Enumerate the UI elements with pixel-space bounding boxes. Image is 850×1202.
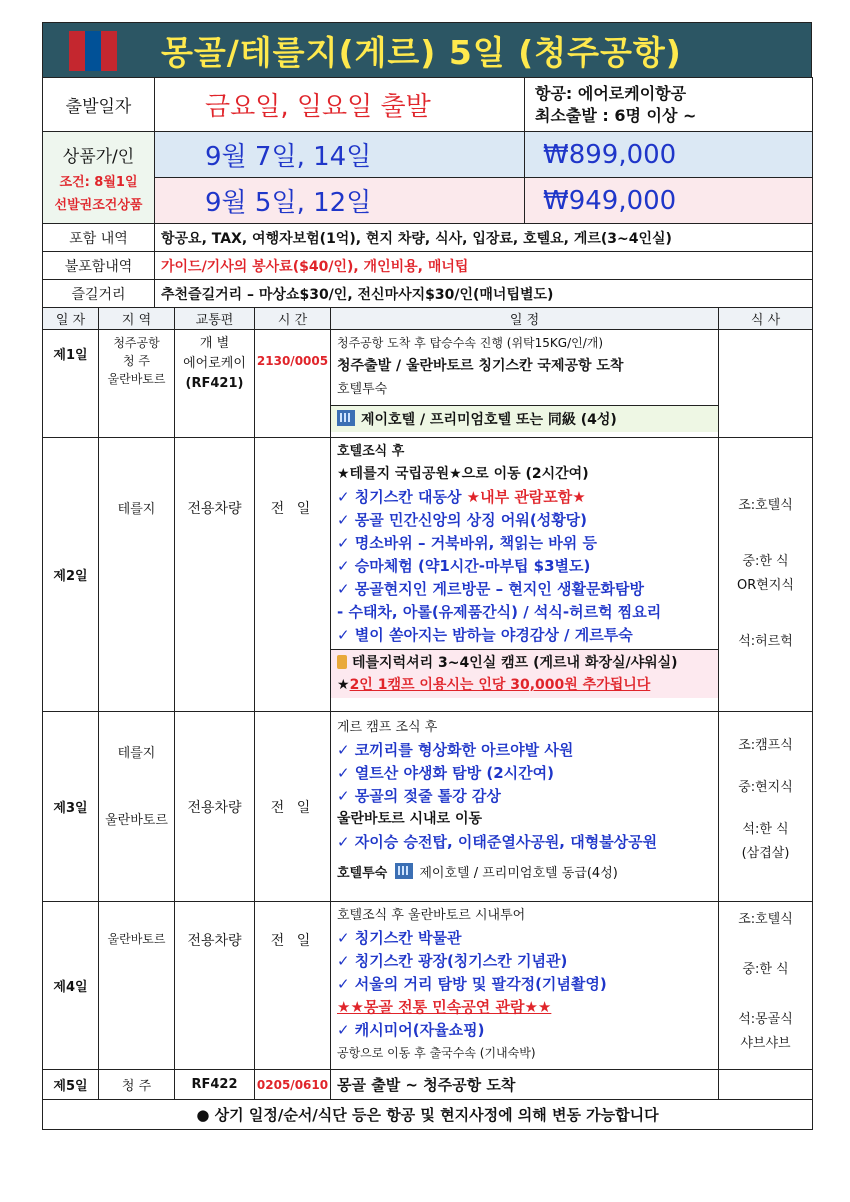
- day-row-2: 제2일 테를지 전용차량 전 일 호텔조식 후 ★테를지 국립공원★으로 이동 (2시간여) ✓ 칭기스칸 대동상 ★내부 관람포함★ ✓ 몽골 민간신앙의 상징 어워(성황당) ✓ 명소바위 – 거북바위, 책읽는 바위 등 ✓ 승마체험 (약1시간-마부팁 $3별도) ✓ 몽골현지인 게르방문 – 현지인 생활문화탐방 - 수태차, 아롤(유제품간식) / 석식-허르헉 찜요리 ✓ 별이 쏟아지는 밤하늘 야경감상 / 게르투숙 테를지럭셔리 3~4인실 캠프 (게르내 화장실/샤워실) ★2인 1캠프 이용시는 인당 30,000원 추가됩니다 조:호텔식 중:한 식 OR현지식 석:허르헉: [43, 438, 813, 712]
- schedule-table: [42, 307, 813, 1130]
- footer-row: [43, 1100, 813, 1130]
- building-icon: [395, 863, 413, 879]
- col-schedule: 일 정: [331, 308, 719, 330]
- day-row-1: 제1일 청주공항 청 주 울란바토르 개 별 에어로케이 (RF421) 2130/0005 청주공항 도착 후 탑승수속 진행 (위탁15KG/인/개) 청주출발 / 울란바토르 칭기스칸 국제공항 도착 호텔투숙 제이호텔 / 프리미엄호텔 또는 同級 (4성): [43, 330, 813, 438]
- building-icon: [337, 410, 355, 426]
- fun-label: 즐길거리: [43, 280, 155, 308]
- title-banner: [42, 22, 812, 78]
- price-value-1: ₩899,000: [525, 132, 813, 178]
- col-transport: 교통편: [175, 308, 255, 330]
- mongolia-flag-icon: [69, 31, 117, 71]
- price-value-2: ₩949,000: [525, 178, 813, 224]
- excl-value: 가이드/기사의 봉사료($40/인), 개인비용, 매너팁: [155, 252, 813, 280]
- camp-box-day2: 테를지럭셔리 3~4인실 캠프 (게르내 화장실/샤워실) ★2인 1캠프 이용시는 인당 30,000원 추가됩니다: [331, 649, 718, 698]
- day-row-3: 제3일 테를지 울란바토르 전용차량 전 일 게르 캠프 조식 후 ✓ 코끼리를 형상화한 아르야발 사원 ✓ 열트산 야생화 탐방 (2시간여) ✓ 몽골의 젖줄 톨강 감상 울란바토르 시내로 이동 ✓ 자이승 승전탑, 이태준열사공원, 대형불상공원 호텔투숙 제이호텔 / 프리미엄호텔 동급(4성) 조:캠프식 중:현지식 석:한 식 (삼겹살): [43, 712, 813, 902]
- info-table: [42, 77, 813, 224]
- fun-value: 추천즐길거리 – 마상쇼$30/인, 전신마사지$30/인(매너팁별도): [155, 280, 813, 308]
- day-row-4: 제4일 울란바토르 전용차량 전 일 호텔조식 후 울란바토르 시내투어 ✓ 칭기스칸 박물관 ✓ 칭기스칸 광장(칭기스칸 기념관) ✓ 서울의 거리 탐방 및 팔각정(기념촬영) ★★몽골 전통 민속공연 관람★★ ✓ 캐시미어(자율쇼핑) 공항으로 이동 후 출국수속 (기내숙박) 조:호텔식 중:한 식 석:몽골식 샤브샤브: [43, 902, 813, 1070]
- col-meal: 식 사: [719, 308, 813, 330]
- price-dates-1: 9월 7일, 14일: [155, 132, 525, 178]
- col-time: 시 간: [255, 308, 331, 330]
- hotel-box-day1: 제이호텔 / 프리미엄호텔 또는 同級 (4성): [331, 405, 718, 432]
- page-title: 몽골/테를지(게르) 5일 (청주공항): [161, 33, 682, 72]
- col-region: 지 역: [99, 308, 175, 330]
- airline-info: 항공: 에어로케이항공 최소출발 : 6명 이상 ~: [525, 78, 813, 132]
- price-dates-2: 9월 5일, 12일: [155, 178, 525, 224]
- incl-label: 포함 내역: [43, 224, 155, 252]
- day-row-5: 제5일 청 주 RF422 0205/0610 몽골 출발 ~ 청주공항 도착: [43, 1070, 813, 1100]
- price-label: 상품가/인 조건: 8월1일 선발권조건상품: [43, 132, 155, 224]
- itinerary-page: [42, 22, 812, 1130]
- depart-value: 금요일, 일요일 출발: [155, 78, 525, 132]
- camp-icon: [337, 655, 347, 669]
- incl-value: 항공요, TAX, 여행자보험(1억), 현지 차량, 식사, 입장료, 호텔요, 게르(3~4인실): [155, 224, 813, 252]
- footer-note: ● 상기 일정/순서/식단 등은 항공 및 현지사정에 의해 변동 가능합니다: [43, 1100, 813, 1130]
- depart-label: 출발일자: [43, 78, 155, 132]
- col-day: 일 자: [43, 308, 99, 330]
- inclusion-table: [42, 223, 813, 308]
- excl-label: 불포함내역: [43, 252, 155, 280]
